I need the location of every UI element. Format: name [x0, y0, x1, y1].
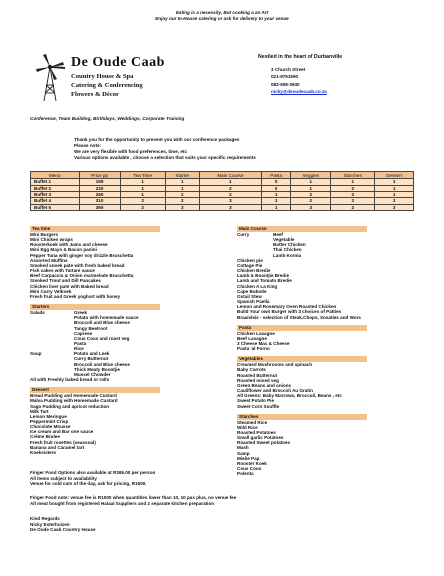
logo-name: De Oude Caab: [71, 55, 165, 70]
column-header: Veggies: [291, 172, 331, 179]
services-line: Conference, Team Building, Birthdays, Weddings, Corporate Training: [30, 116, 185, 121]
table-cell: 2: [120, 198, 165, 204]
table-cell: 260: [79, 191, 120, 197]
address-cell: 082-608-3930: [271, 81, 300, 87]
list-item: Wild Rice: [237, 424, 258, 430]
fine-print-line: All meat bought from registered Halaal Suppliers and 2 separate kitchen preparation: [30, 500, 215, 506]
curry-item: Lamb Korma: [273, 252, 302, 258]
list-item: Lemon Meringue: [30, 413, 67, 419]
list-item: Roasted Sweet potatoes: [237, 440, 291, 446]
table-cell: 230: [79, 185, 120, 191]
table-cell: 2: [331, 198, 375, 204]
list-item: Malva Pudding with Homemade Custard: [30, 398, 118, 404]
tagline-line-2: Enjoy our In-House catering or ask for delivery to your venue: [155, 16, 289, 21]
list-item: Roasted mixed veg: [237, 377, 279, 383]
table-cell: 1: [120, 191, 165, 197]
note-line: Finger Food Options also available at R365.00 per person: [30, 470, 156, 475]
starters-list: [30, 310, 205, 382]
list-item: Chicken Lasagne: [237, 330, 275, 336]
tea-time-list: [30, 232, 205, 299]
table-cell: 1: [331, 179, 375, 185]
table-cell: 1: [375, 179, 414, 185]
column-header: Starches: [331, 172, 375, 179]
table-cell: 1: [261, 191, 290, 197]
column-header: Tea Time: [120, 172, 165, 179]
signoff-line: De Oude Caab Country House: [30, 527, 96, 533]
list-item: Cous Cous: [237, 466, 262, 472]
vegetables-list: [237, 362, 417, 408]
logo-line: Catering & Conferencing: [71, 81, 143, 89]
table-cell: 2: [120, 204, 165, 210]
curry-item: Beef: [273, 232, 283, 237]
soup-item: Mussel Chowder: [74, 371, 111, 377]
list-item: Ice cream and Bar one sauce: [30, 429, 94, 435]
list-item: Sago Pudding and apricot reduction: [30, 403, 110, 409]
pasta-list: [237, 331, 417, 352]
salad-item: Pasta: [74, 340, 87, 346]
signoff-line: Kind Regards: [30, 516, 60, 521]
list-item: Fish cakes with Tartare sauce: [30, 268, 95, 274]
intro-text: [74, 137, 256, 161]
curry-label: Curry: [237, 232, 250, 237]
list-item: Banana and Caramel tart: [30, 444, 85, 450]
list-item: Beef Carpaccio & Onion marmelade Bruschetta: [30, 273, 134, 279]
list-item: Bread Pudding and Homemade Custard: [30, 393, 117, 399]
salad-item: Greek: [74, 310, 88, 316]
list-item: Beef Lasagne: [237, 335, 267, 341]
fine-print-line: Finger Food note: venue fee is R1000 when quantities lower than 10, 10 pax plus, no venue fee: [30, 495, 237, 500]
column-header: Dessert: [375, 172, 414, 179]
list-item: Mini Curry Vetkoek: [30, 288, 72, 294]
salad-item: Cous Cous and roast veg: [74, 335, 130, 341]
section-header-vegetables: Vegetables: [237, 356, 367, 362]
list-item: Crème Brulee: [30, 434, 60, 440]
table-cell: 2: [331, 185, 375, 191]
menu-table: [30, 171, 414, 211]
list-item: Assorted Muffins: [30, 257, 68, 263]
table-cell: Buffet 3: [31, 191, 80, 197]
salad-item: Rice: [74, 346, 84, 352]
table-cell: Buffet 4: [31, 198, 80, 204]
table-cell: 2: [331, 191, 375, 197]
list-item: Rooster Koek: [237, 460, 267, 466]
note-line: Venue for cold cuts of the day, ask for pricing, R1500.: [30, 481, 147, 487]
table-cell: 2: [331, 204, 375, 210]
main-course-list: [237, 232, 417, 320]
address-phone: 021-9751590: [271, 74, 299, 80]
list-item: All Greens: Baby Marrows, Broccoli, Beans , etc: [237, 393, 342, 399]
logo-subtitles: [71, 73, 143, 99]
curry-item: Vegetable: [273, 237, 295, 243]
table-cell: 2: [291, 191, 331, 197]
list-item: Fresh fruit rosettes (seasonal): [30, 439, 96, 445]
list-item: Chicken Bredie: [237, 268, 271, 274]
soup-item: Thick Meaty Boontjie: [74, 366, 120, 372]
table-cell: 1: [291, 179, 331, 185]
list-item: Mash: [237, 445, 249, 451]
list-item: Koeksisters: [30, 449, 57, 455]
list-item: Mini Egg Mayo & Bacon panini: [30, 247, 97, 253]
list-item: Cottage Pie: [237, 262, 263, 268]
list-item: Spanish Paella: [237, 299, 270, 305]
table-cell: 0: [261, 185, 290, 191]
email-link[interactable]: nicky@deoudecaab.co.za: [271, 88, 327, 94]
starches-list: [237, 420, 417, 477]
list-item: Mini Burgers: [30, 232, 59, 237]
list-item: Build Your own Burger with 3 choices of Patties: [237, 309, 342, 315]
address-heading: Nestled in the heart of Durbanville: [258, 54, 343, 60]
list-item: Peppermint Crisp: [30, 419, 69, 424]
table-cell: 1: [291, 185, 331, 191]
table-cell: 2: [375, 198, 414, 204]
list-item: Polenta: [237, 471, 254, 477]
starters-footnote: All with Freshly baked bread or rolls: [30, 377, 110, 383]
table-row: [31, 204, 414, 210]
column-header: Menu: [31, 172, 80, 179]
soup-item: Potato and Leek: [74, 351, 110, 357]
table-cell: 2: [165, 198, 199, 204]
list-item: Chicken liver pate with Baked bread: [30, 283, 109, 289]
salad-item: Potato with homemade sauce: [74, 315, 139, 321]
section-header-main-course: Main Course: [237, 226, 367, 232]
list-item: 3 Cheese Mac & Cheese: [237, 340, 290, 346]
signoff: [30, 516, 230, 533]
table-cell: 1: [199, 179, 261, 185]
table-cell: 1: [120, 185, 165, 191]
table-cell: 2: [199, 191, 261, 197]
column-header: Main Course: [199, 172, 261, 179]
table-cell: 3: [199, 204, 261, 210]
table-cell: 3: [291, 204, 331, 210]
left-column: [30, 226, 205, 455]
list-item: Chicken pie: [237, 257, 263, 263]
salad-item: Caprese: [74, 330, 93, 336]
tagline-line-1: Eating is a necessity, But cooking a an Art: [175, 10, 269, 15]
list-item: Baby Carrots: [237, 367, 266, 373]
table-cell: Buffet 1: [31, 179, 80, 185]
table-header-row: [31, 172, 414, 179]
address-block: [258, 55, 388, 95]
note-line: All items subject to availability: [30, 475, 97, 481]
list-item: Pasta 'al Forno: [237, 346, 270, 352]
list-item: Roosterkoek with Jams and cheese: [30, 242, 108, 248]
fine-print: [30, 495, 290, 506]
list-item: Green Beans and onions: [237, 382, 292, 388]
list-item: Smoked snoek pate with fresh baked bread: [30, 262, 125, 268]
address-street: 3 Church Street: [271, 66, 306, 72]
list-item: Mielie Pap: [237, 455, 260, 461]
curry-item: Butter Chicken: [273, 242, 306, 248]
table-cell: 310: [79, 198, 120, 204]
table-cell: 2: [199, 185, 261, 191]
table-cell: 1: [375, 185, 414, 191]
section-header-tea-time: Tea time: [30, 226, 160, 232]
table-cell: 360: [79, 204, 120, 210]
salad-item: Broccoli and Blue cheese: [74, 320, 130, 326]
logo-line: Flowers & Décor: [71, 90, 119, 98]
notes-block: [30, 470, 230, 487]
column-header: Starter: [165, 172, 199, 179]
salads-label: Salads: [30, 310, 45, 316]
list-item: Steamed Rice: [237, 419, 268, 425]
column-header: Price pp: [79, 172, 120, 179]
list-item: Smoked Trout and Dill Pancakes: [30, 278, 101, 284]
list-item: Roasted Potatoes: [237, 430, 276, 435]
table-cell: 1: [165, 185, 199, 191]
intro-line: Various options available , choose a selection that suits your specific requirements: [74, 155, 256, 161]
list-item: Braaivleis - selection of Steak,Chops, Sosaties and Wors: [237, 314, 361, 320]
logo-line: Country House & Spa: [71, 73, 134, 80]
dessert-list: [30, 393, 205, 455]
table-cell: 0: [261, 179, 290, 185]
intro-line: Thank you for the opportunity to present you with our conference packages: [74, 137, 240, 142]
soup-item: Curry Butternut: [74, 356, 109, 362]
intro-line: We are very flexible with food preferences, time, etc: [74, 149, 188, 155]
list-item: Sweet Potato Pie: [237, 398, 275, 404]
soup-label: Soup: [30, 351, 42, 357]
intro-line: Please note:: [74, 143, 102, 149]
salad-item: Tangy Beetroot: [74, 325, 108, 331]
list-item: Small garlic Potatoes: [237, 435, 284, 441]
table-cell: Buffet 5: [31, 204, 80, 210]
logo: [30, 53, 230, 113]
right-column: [237, 226, 417, 476]
table-cell: 3: [199, 198, 261, 204]
section-header-dessert: Dessert: [30, 387, 160, 393]
list-item: Lemon and Rosemary Oven Roasted Chicken: [237, 304, 337, 310]
list-item: Milk Tart: [30, 408, 49, 414]
list-item: Pepper Tuna with ginger soy drizzle Bruschetta: [30, 252, 134, 258]
table-cell: 2: [291, 198, 331, 204]
table-cell: 195: [79, 179, 120, 185]
table-cell: 2: [165, 191, 199, 197]
list-item: Chocolate Mousse: [30, 424, 71, 430]
table-cell: 3: [375, 204, 414, 210]
soup-item: Broccoli and Blue cheese: [74, 361, 130, 367]
list-item: Lamb and Tomato Bredie: [237, 278, 292, 284]
list-item: Fresh fruit and Greek yoghurt with honey: [30, 293, 121, 299]
table-cell: 1: [375, 191, 414, 197]
list-item: Creamed Mushrooms and spinach: [237, 362, 313, 368]
list-item: Mini Chicken wraps: [30, 237, 73, 243]
windmill-icon: [30, 53, 70, 103]
list-item: Oxtail Stew: [237, 293, 262, 299]
signoff-line: Nicky Esterhuizen: [30, 521, 70, 527]
table-cell: 1: [261, 198, 290, 204]
table-cell: 3: [165, 204, 199, 210]
list-item: Cape Bobotie: [237, 288, 267, 294]
section-header-starches: Starches: [237, 414, 367, 420]
list-item: Lamb & Boontjie Bredie: [237, 273, 290, 279]
curry-item: Thai Chicken: [273, 247, 302, 253]
section-header-starters: Starters: [30, 304, 160, 310]
list-item: Sweet Corn Souffle: [237, 403, 280, 409]
table-cell: 1: [165, 179, 199, 185]
table-cell: 1: [261, 204, 290, 210]
column-header: Pasta: [261, 172, 290, 179]
list-item: Roasted Butternut: [237, 372, 278, 378]
list-item: Samp: [237, 450, 250, 456]
list-item: Cauliflower and Broccoli Au Gratin: [237, 388, 313, 394]
table-cell: 1: [120, 179, 165, 185]
list-item: Chicken A La King: [237, 283, 278, 289]
table-cell: Buffet 2: [31, 185, 80, 191]
section-header-pasta: Pasta: [237, 325, 367, 331]
tagline: [0, 10, 444, 22]
